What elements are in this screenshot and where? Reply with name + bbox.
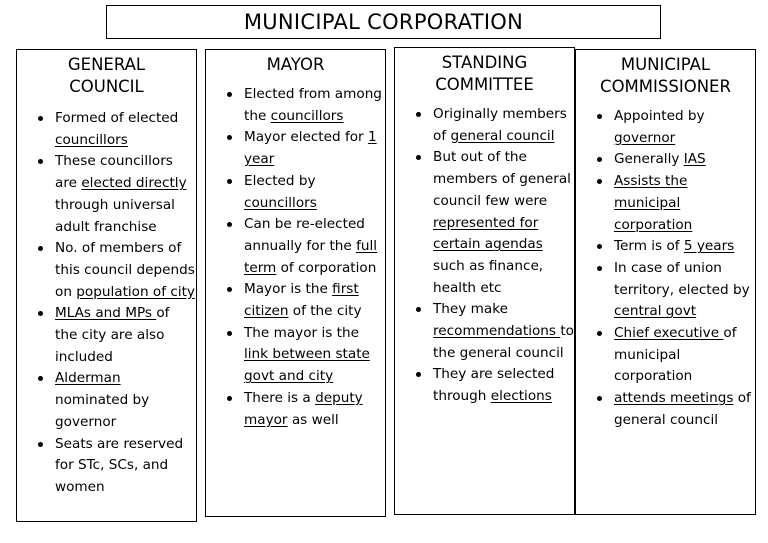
- item-text: Originally members of: [433, 106, 567, 144]
- underlined-text: elections: [490, 388, 552, 405]
- underlined-text: attends meetings: [614, 390, 734, 407]
- list-item: [413, 299, 574, 364]
- list-item: [594, 323, 755, 388]
- item-text: In case of union territory, elected by: [614, 259, 750, 298]
- underlined-text: deputy mayor: [244, 389, 363, 428]
- standing-committee-column: [394, 47, 575, 515]
- list-item: [35, 238, 196, 303]
- column-heading: [206, 50, 385, 76]
- list-item: [594, 236, 755, 258]
- list-item: [224, 171, 385, 214]
- list-item: [224, 323, 385, 388]
- item-text: Mayor is the: [244, 281, 333, 298]
- item-text: Term is of: [614, 238, 684, 255]
- list-item: [224, 84, 385, 127]
- underlined-text: councillors: [270, 107, 344, 124]
- underlined-text: IAS: [683, 151, 706, 168]
- column-heading: [395, 48, 574, 96]
- item-text: Generally: [614, 151, 684, 168]
- underlined-text: link between state govt and city: [244, 346, 370, 385]
- column-heading-line: MAYOR: [266, 55, 325, 74]
- column-list: [395, 104, 574, 408]
- column-heading-line: GENERAL: [67, 55, 146, 74]
- column-list: [17, 108, 196, 499]
- item-text: These councillors are: [55, 153, 173, 192]
- list-item: [594, 106, 755, 149]
- list-item: [35, 108, 196, 151]
- item-text: They make: [433, 301, 508, 318]
- underlined-text: full term: [244, 237, 378, 276]
- item-text: nominated by governor: [55, 392, 150, 430]
- list-item: [35, 151, 196, 238]
- list-item: [224, 127, 385, 170]
- item-text: Can be re-elected annually for the: [244, 216, 365, 254]
- list-item: [413, 364, 574, 407]
- underlined-text: Assists the municipal corporation: [614, 173, 693, 233]
- column-list: [576, 106, 755, 432]
- underlined-text: represented for certain agendas: [433, 214, 543, 253]
- list-item: [224, 214, 385, 279]
- list-item: [594, 171, 755, 236]
- underlined-text: recommendations: [433, 323, 561, 340]
- item-text: Elected by: [244, 172, 316, 189]
- item-text: such as finance, health etc: [433, 257, 544, 296]
- item-text: of general council: [614, 390, 751, 428]
- item-text: as well: [287, 411, 339, 428]
- municipal-commissioner-column: [575, 49, 756, 515]
- list-item: [594, 149, 755, 171]
- page-title: MUNICIPAL CORPORATION: [106, 5, 661, 39]
- list-item: [594, 388, 755, 431]
- underlined-text: 5 years: [683, 238, 735, 255]
- underlined-text: councillors: [244, 194, 317, 211]
- item-text: Mayor elected for: [244, 129, 368, 146]
- column-heading: [576, 50, 755, 98]
- item-text: of the city are also included: [55, 305, 170, 365]
- underlined-text: elected directly: [81, 175, 187, 192]
- item-text: They are selected through: [433, 366, 555, 405]
- column-heading: [17, 50, 196, 98]
- list-item: [35, 434, 196, 499]
- underlined-text: 1 year: [244, 129, 377, 168]
- item-text: Seats are reserved for STc, SCs, and women: [55, 435, 184, 495]
- underlined-text: population of city: [76, 283, 195, 300]
- underlined-text: councillors: [55, 131, 128, 148]
- item-text: to the general council: [433, 323, 574, 361]
- item-text: There is a: [244, 389, 316, 406]
- list-item: [224, 388, 385, 431]
- item-text: of the city: [288, 303, 362, 320]
- underlined-text: general council: [450, 127, 555, 144]
- item-text: The mayor is the: [244, 324, 359, 341]
- column-heading-line: STANDING: [441, 53, 528, 72]
- column-heading-line: COUNCIL: [69, 77, 144, 96]
- item-text: Formed of elected: [55, 110, 179, 126]
- item-text: of corporation: [276, 259, 377, 276]
- underlined-text: governor: [614, 129, 676, 146]
- general-council-column: [16, 49, 197, 522]
- list-item: [224, 279, 385, 322]
- underlined-text: central govt: [614, 303, 697, 320]
- underlined-text: MLAs and MPs: [55, 305, 157, 322]
- item-text: But out of the members of general council few were: [433, 149, 571, 209]
- item-text: No. of members of this council depends on: [55, 240, 195, 300]
- underlined-text: Alderman: [55, 370, 121, 387]
- underlined-text: Chief executive: [614, 325, 724, 342]
- item-text: through universal adult franchise: [55, 196, 175, 235]
- column-heading-line: COMMITTEE: [435, 75, 534, 94]
- item-text: of municipal corporation: [614, 325, 737, 385]
- column-heading-line: MUNICIPAL: [620, 55, 711, 74]
- list-item: [413, 104, 574, 147]
- column-list: [206, 84, 385, 431]
- item-text: Elected from among the: [244, 86, 382, 124]
- list-item: [35, 303, 196, 368]
- column-heading-line: COMMISSIONER: [600, 77, 731, 96]
- underlined-text: first citizen: [244, 281, 359, 320]
- item-text: Appointed by: [614, 108, 705, 124]
- mayor-column: [205, 49, 386, 517]
- list-item: [35, 368, 196, 433]
- list-item: [413, 147, 574, 299]
- list-item: [594, 258, 755, 323]
